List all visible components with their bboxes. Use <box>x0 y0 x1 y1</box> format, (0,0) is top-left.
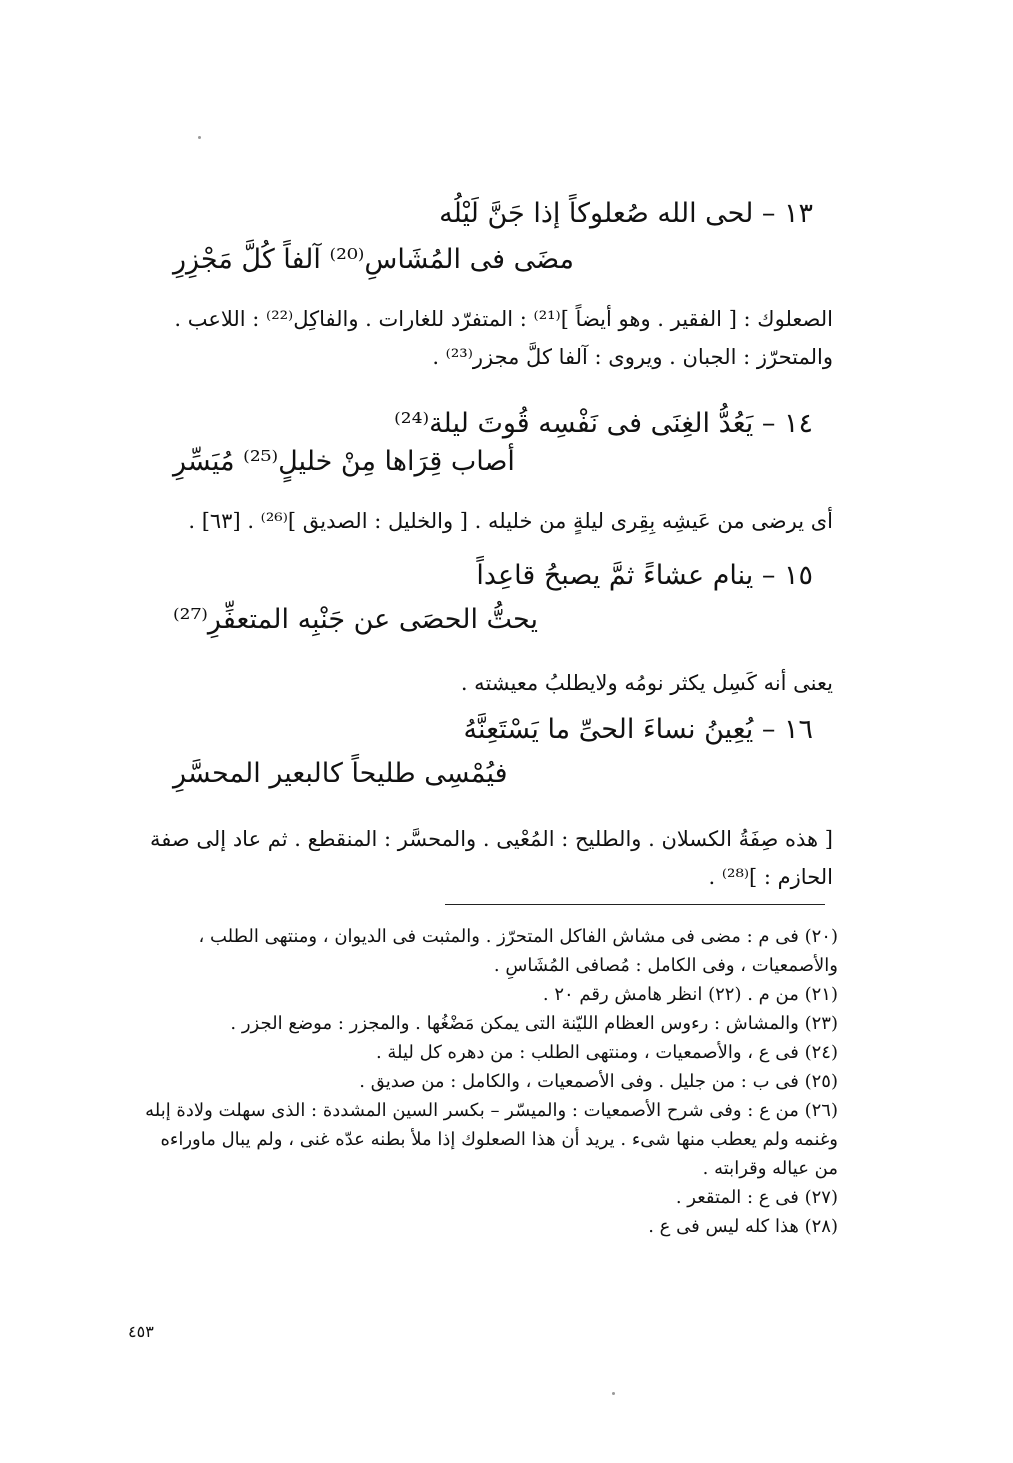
scan-speck <box>198 136 201 139</box>
verse-16-first-hemistich: ١٦ – يُعِينُ نساءَ الحىِّ ما يَسْتَعِنَّهُ <box>463 714 813 745</box>
scan-speck <box>612 1392 615 1395</box>
commentary-13: الصعلوك : [ الفقير . وهو أيضاً ]⁽²¹⁾ : المتفرّد للغارات . والفاكِل⁽²²⁾ : اللاعب . والمتحرّز : الجبان . ويروى : آلفا كلَّ مجزر⁽²³⁾ . <box>174 307 833 369</box>
footnote-26: (٢٦) من ع : وفى شرح الأصمعيات : والميسّر – بكسر السين المشددة : الذى سهلت ولادة إبله وغنمه ولم يعطب منها شىء . يريد أن هذا الصعلوك إذا ملأ بطنه عدّه غنى ، ولم يبال ماوراءه من عياله وقرابته . <box>145 1100 838 1179</box>
verse-14-second-hemistich: أصاب قِرَاها مِنْ خليلٍ⁽²⁵⁾ مُيَسِّرِ <box>173 446 515 477</box>
footnote-separator <box>445 904 825 905</box>
verse-13-second-hemistich: مضَى فى المُشَاسِ⁽²⁰⁾ آلفاً كُلَّ مَجْزِرِ <box>173 244 574 275</box>
footnote-20: (٢٠) فى م : مضى فى مشاش الفاكل المتحرّز . والمثبت فى الديوان ، ومنتهى الطلب ، والأصمعيات ، وفى الكامل : مُصافى المُشَاسِ . <box>198 926 838 976</box>
footnote-21-22: (٢١) من م . (٢٢) انظر هامش رقم ٢٠ . <box>542 984 838 1005</box>
footnotes <box>133 922 838 1241</box>
footnote-24: (٢٤) فى ع ، والأصمعيات ، ومنتهى الطلب : من دهره كل ليلة . <box>375 1042 838 1063</box>
footnote-25: (٢٥) فى ب : من جليل . وفى الأصمعيات ، والكامل : من صديق . <box>359 1071 838 1092</box>
verse-15-second-hemistich: يحتُّ الحصَى عن جَنْبِه المتعفِّرِ⁽²⁷⁾ <box>173 604 538 635</box>
footnote-23: (٢٣) والمشاش : رءوس العظام الليّنة التى يمكن مَضْغُها . والمجزر : موضع الجزر . <box>230 1013 838 1034</box>
footnote-27: (٢٧) فى ع : المتقعر . <box>675 1187 838 1208</box>
commentary-15: يعنى أنه كَسِل يكثر نومُه ولايطلبُ معيشته . <box>460 671 833 695</box>
commentary-14: أى يرضى من عَيشِه بِقِرى ليلةٍ من خليله . [ والخليل : الصديق ]⁽²⁶⁾ . [٦٣] . <box>188 509 833 533</box>
verse-13-first-hemistich: ١٣ – لحى الله صُعلوكاً إذا جَنَّ لَيْلُه <box>439 198 813 229</box>
footnote-28: (٢٨) هذا كله ليس فى ع . <box>648 1216 838 1237</box>
page-number: ٤٥٣ <box>128 1322 154 1341</box>
verse-16-second-hemistich: فيُمْسِى طليحاً كالبعير المحسَّرِ <box>173 758 508 789</box>
verse-14-first-hemistich: ١٤ – يَعُدُّ الغِنَى فى نَفْسِه قُوتَ ليلة⁽²⁴⁾ <box>394 408 813 439</box>
commentary-16: [ هذه صِفَةُ الكسلان . والطليح : المُعْيى . والمحسَّر : المنقطع . ثم عاد إلى صفة الحازم : ]⁽²⁸⁾ . <box>150 827 833 889</box>
verse-15-first-hemistich: ١٥ – ينام عشاءً ثمَّ يصبحُ قاعِداً <box>476 560 813 591</box>
